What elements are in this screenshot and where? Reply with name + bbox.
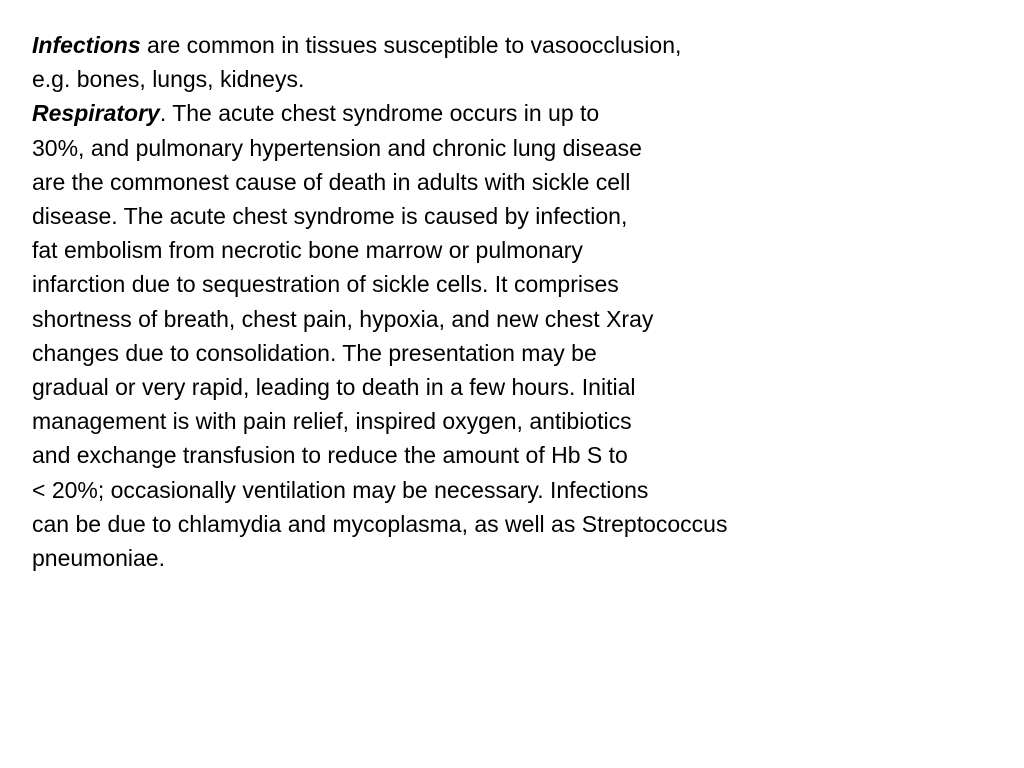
text-line: infarction due to sequestration of sickle cells. It comprises xyxy=(32,271,619,298)
text-line: e.g. bones, lungs, kidneys. xyxy=(32,66,305,93)
text-fragment: . The acute chest syndrome occurs in up to xyxy=(159,100,600,127)
body-text xyxy=(32,28,1012,575)
text-line: gradual or very rapid, leading to death in a few hours. Initial xyxy=(32,374,636,401)
text-line: management is with pain relief, inspired oxygen, antibiotics xyxy=(32,408,632,435)
text-fragment: are common in tissues susceptible to vasoocclusion, xyxy=(140,32,682,58)
text-line: 30%, and pulmonary hypertension and chronic lung disease xyxy=(32,134,642,161)
term-respiratory: Respiratory xyxy=(32,100,160,127)
text-line: pneumoniae. xyxy=(32,545,165,572)
text-line: < 20%; occasionally ventilation may be necessary. Infections xyxy=(32,476,649,503)
text-line: are the commonest cause of death in adults with sickle cell xyxy=(32,168,631,195)
text-line xyxy=(32,28,1012,62)
text-line: changes due to consolidation. The presentation may be xyxy=(32,339,597,366)
text-line xyxy=(32,96,1012,130)
text-line: shortness of breath, chest pain, hypoxia, and new chest Xray xyxy=(32,305,654,332)
text-line: fat embolism from necrotic bone marrow or pulmonary xyxy=(32,237,583,264)
term-infections: Infections xyxy=(32,32,141,58)
text-line: and exchange transfusion to reduce the amount of Hb S to xyxy=(32,442,628,469)
text-line: disease. The acute chest syndrome is caused by infection, xyxy=(32,203,628,230)
text-line: can be due to chlamydia and mycoplasma, as well as Streptococcus xyxy=(32,510,728,537)
